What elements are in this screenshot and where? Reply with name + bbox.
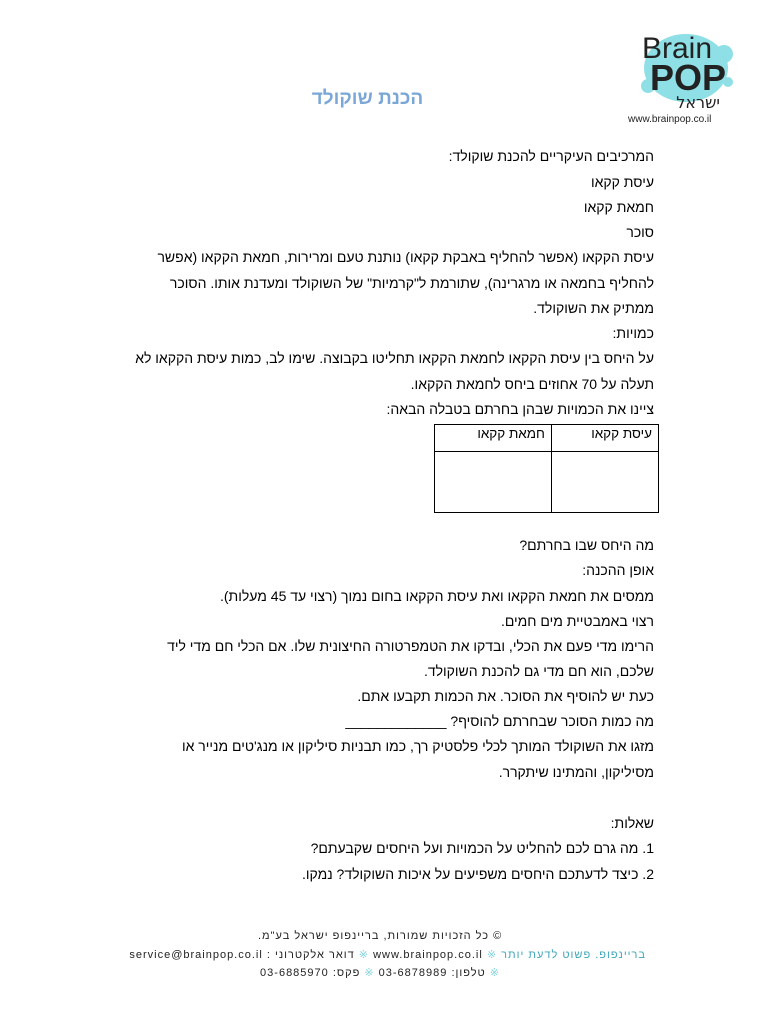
footer-fax: פקס: 03-6885970 xyxy=(260,967,361,979)
preparation-step: מסיליקון, והמתינו שיתקרר. xyxy=(498,764,654,780)
footer-email[interactable]: דואר אלקטרוני : service@brainpop.co.il xyxy=(129,949,355,961)
preparation-heading: אופן ההכנה: xyxy=(582,562,654,578)
logo-brain: Brain xyxy=(642,32,713,65)
table-cell-cocoa-mass[interactable] xyxy=(551,452,658,513)
separator-icon: ※ xyxy=(486,949,498,961)
footer-contact-line xyxy=(129,948,646,961)
table-instruction: ציינו את הכמויות שבהן בחרתם בטבלה הבאה: xyxy=(386,401,654,417)
quantities-paragraph-line: תעלה על 70 אחוזים ביחס לחמאת הקקאו. xyxy=(410,376,654,392)
quantities-heading: כמויות: xyxy=(612,325,654,341)
ingredients-paragraph-line: להחליף בחמאה או מרגרינה), שתורמת ל"קרמיות" של השוקולד ומעדנת אותו. הסוכר xyxy=(169,275,654,291)
ingredients-paragraph-line: עיסת הקקאו (אפשר להחליף באבקת קקאו) נותנת טעם ומרירות, חמאת הקקאו (אפשר xyxy=(157,249,654,265)
page-title: הכנת שוקולד xyxy=(311,88,424,109)
logo-url: www.brainpop.co.il xyxy=(628,114,712,125)
footer-copyright: © כל הזכויות שמורות, בריינפופ ישראל בע"מ. xyxy=(258,930,503,942)
footer-phone: טלפון: 03-6878989 xyxy=(378,967,486,979)
preparation-step: שלכם, הוא חם מדי גם להכנת השוקולד. xyxy=(423,663,654,679)
table-header-cocoa-butter: חמאת קקאו xyxy=(435,425,552,452)
preparation-step: כעת יש להוסיף את הסוכר. את הכמות תקבעו אתם. xyxy=(357,688,654,704)
question-item: 1. מה גרם לכם להחליט על הכמויות ועל היחסים שקבעתם? xyxy=(310,840,654,856)
separator-icon: ※ xyxy=(364,967,375,979)
logo-country: ישראל xyxy=(676,93,720,112)
footer-website[interactable]: www.brainpop.co.il xyxy=(373,949,483,961)
quantities-paragraph-line: על היחס בין עיסת הקקאו לחמאת הקקאו תחליטו בקבוצה. שימו לב, כמות עיסת הקקאו לא xyxy=(135,350,654,366)
preparation-step: ממסים את חמאת הקקאו ואת עיסת הקקאו בחום נמוך (רצוי עד 45 מעלות). xyxy=(219,588,654,604)
preparation-step: הרימו מדי פעם את הכלי, ובדקו את הטמפרטורה החיצונית שלו. אם הכלי חם מדי ליד xyxy=(167,638,654,654)
ingredients-heading: המרכיבים העיקריים להכנת שוקולד: xyxy=(448,148,654,164)
question-item: 2. כיצד לדעתכם היחסים משפיעים על איכות השוקולד? נמקו. xyxy=(301,866,654,882)
ratio-question: מה היחס שבו בחרתם? xyxy=(519,537,654,553)
separator-icon: ※ xyxy=(489,967,500,979)
ingredient-cocoa-butter: חמאת קקאו xyxy=(583,199,654,215)
preparation-step: רצוי באמבטיית מים חמים. xyxy=(500,613,654,629)
separator-icon: ※ xyxy=(358,949,370,961)
questions-heading: שאלות: xyxy=(610,815,654,831)
table-cell-cocoa-butter[interactable] xyxy=(435,452,552,513)
footer-slogan: בריינפופ. פשוט לדעת יותר xyxy=(501,949,646,961)
table-header-cocoa-mass: עיסת קקאו xyxy=(551,425,658,452)
sugar-question: מה כמות הסוכר שבחרתם להוסיף? _____________ xyxy=(345,713,654,729)
ingredients-paragraph-line: ממתיק את השוקולד. xyxy=(533,300,654,316)
ingredient-sugar: סוכר xyxy=(626,224,654,240)
brainpop-logo xyxy=(628,24,748,128)
footer-phone-line xyxy=(260,966,500,979)
preparation-step: מזגו את השוקולד המותך לכלי פלסטיק רך, כמו תבניות סיליקון או מנג'טים מנייר או xyxy=(181,738,654,754)
ingredient-cocoa-mass: עיסת קקאו xyxy=(590,174,654,190)
quantities-table xyxy=(434,424,659,513)
logo-pop: POP xyxy=(650,57,727,98)
